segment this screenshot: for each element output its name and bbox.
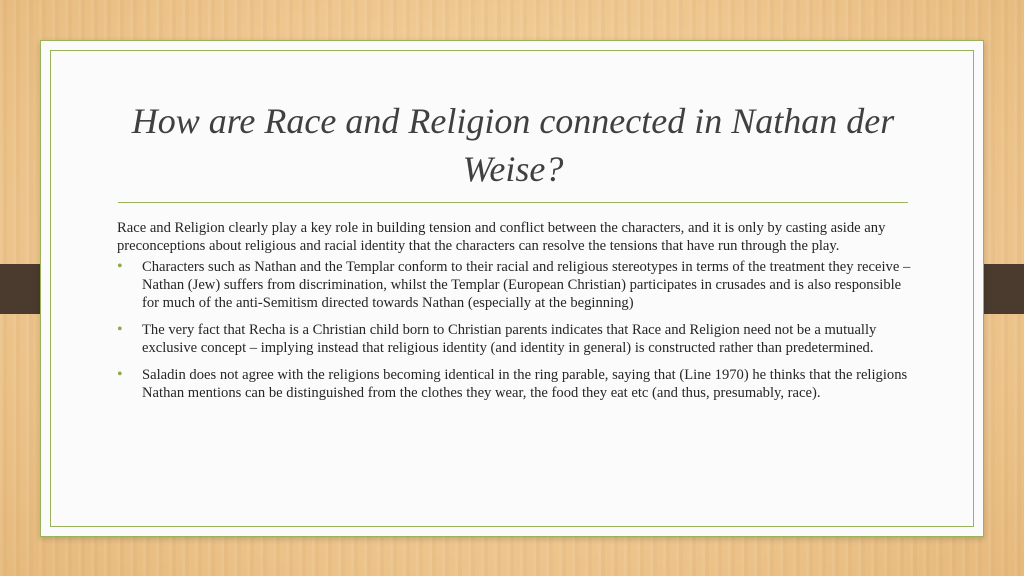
- bullet-text: Saladin does not agree with the religions becoming identical in the ring parable, saying that (Line 1970) he thinks that the religions Nathan mentions can be distinguished from the clothes they wear, the food they eat etc (and thus, presumably, race).: [142, 367, 908, 401]
- slide-body: [117, 219, 917, 411]
- bullet-list: [117, 258, 917, 402]
- slide-title: How are Race and Religion connected in Nathan der Weise?: [131, 101, 895, 189]
- bullet-item: [117, 366, 917, 402]
- bullet-icon: •: [117, 321, 123, 338]
- bullet-item: [117, 321, 917, 357]
- bullet-icon: •: [117, 366, 123, 383]
- bullet-text: The very fact that Recha is a Christian child born to Christian parents indicates that Race and Religion need not be a mutually exclusive concept – implying instead that religious identity (and identity in general) is constructed rather than predetermined.: [142, 322, 877, 356]
- intro-paragraph: Race and Religion clearly play a key role in building tension and conflict between the characters, and it is only by casting aside any preconceptions about religious and racial identity that the characters can resolve the tensions that have run through the play.: [117, 220, 886, 254]
- bullet-text: Characters such as Nathan and the Templar conform to their racial and religious stereotypes in terms of the treatment they receive – Nathan (Jew) suffers from discrimination, whilst the Templar (European Christian) participates in crusades and is also responsible for much of the anti-Semitism directed towards Nathan (especially at the beginning): [142, 259, 911, 311]
- slide-card: [40, 40, 984, 537]
- title-divider: [118, 202, 908, 203]
- bullet-icon: •: [117, 258, 123, 275]
- bullet-item: [117, 258, 917, 312]
